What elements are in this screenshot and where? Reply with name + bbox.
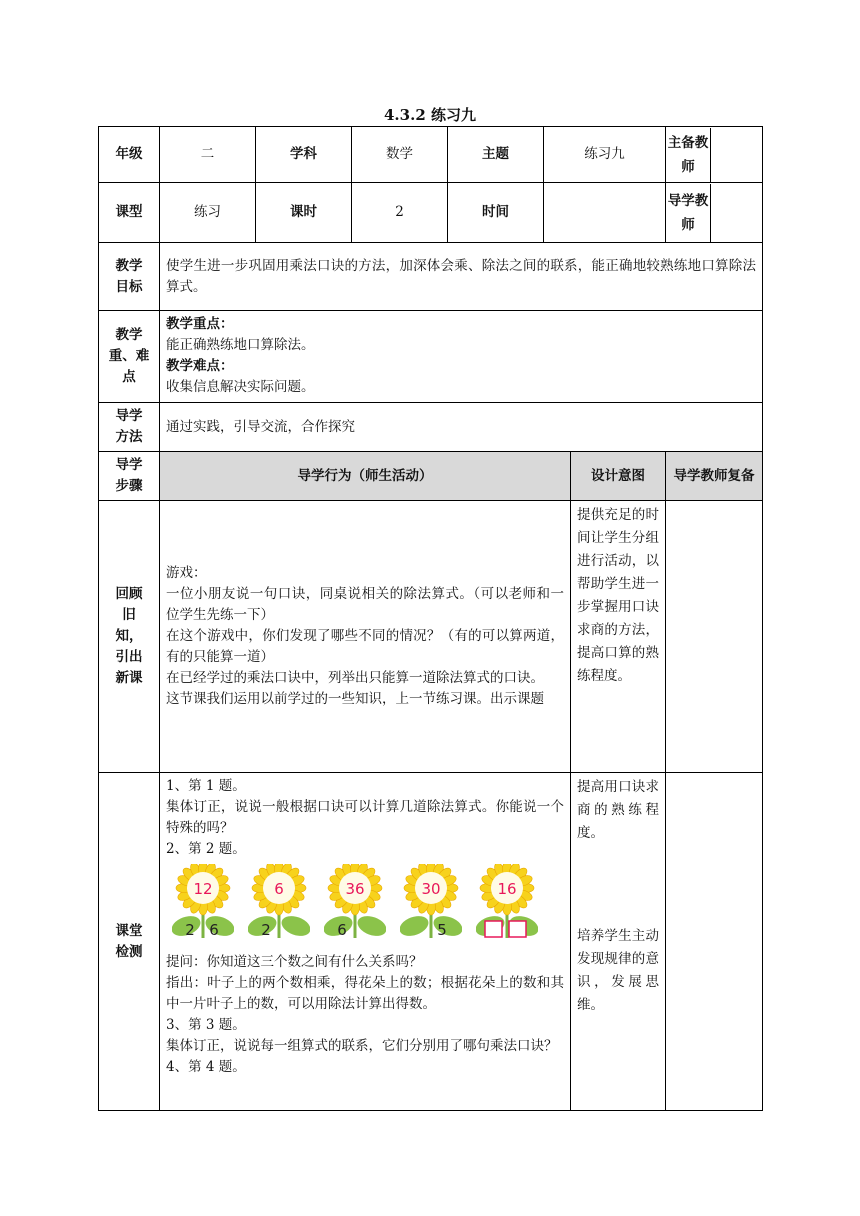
practice-notes	[666, 773, 763, 1111]
review-line: 这节课我们运用以前学过的一些知识，上一节练习课。出示课题	[166, 691, 544, 707]
period-label: 课时	[256, 183, 352, 243]
practice-line: 指出：叶子上的两个数相乘，得花朵上的数；根据花朵上的数和其中一片叶子上的数，可以用除法计算出得数。	[166, 975, 564, 1012]
difficulty-heading: 教学难点：	[166, 358, 234, 374]
steps-header-row	[99, 452, 763, 501]
practice-content	[160, 773, 571, 1111]
sunflower	[172, 864, 234, 944]
lesson-plan-table	[98, 126, 763, 1111]
topic-label: 主题	[448, 127, 544, 183]
method-text: 通过实践，引导交流，合作探究	[160, 403, 763, 452]
key-heading: 教学重点：	[166, 316, 234, 332]
header-row-1	[99, 127, 763, 183]
review-header: 导学教师复备	[666, 452, 763, 501]
lesson-type-label: 课型	[99, 183, 160, 243]
time-label: 时间	[448, 183, 544, 243]
steps-label: 导学步骤	[99, 452, 160, 501]
practice-line: 4、第 4 题。	[166, 1059, 246, 1075]
grade-value: 二	[160, 127, 256, 183]
topic-value: 练习九	[544, 127, 666, 183]
sunflower	[324, 864, 386, 944]
goal-text: 使学生进一步巩固用乘法口诀的方法，加深体会乘、除法之间的联系，能正确地较熟练地口算除法算式。	[160, 243, 763, 311]
lead-teacher-cell	[666, 127, 763, 183]
key-points-label: 教学重、难点	[99, 311, 160, 403]
subject-value: 数学	[352, 127, 448, 183]
answer-box	[485, 921, 502, 937]
guide-teacher-cell	[666, 183, 763, 243]
difficulty-text: 收集信息解决实际问题。	[166, 379, 315, 395]
key-text: 能正确熟练地口算除法。	[166, 337, 315, 353]
practice-intent-1: 提高用口诀求商的熟练程度。	[577, 779, 659, 841]
review-line: 在已经学过的乘法口诀中，列举出只能算一道除法算式的口诀。	[166, 670, 544, 686]
key-points-content	[160, 311, 763, 403]
flower-number: 30	[421, 880, 441, 898]
practice-line: 集体订正，说说一般根据口诀可以计算几道除法算式。你能说一个特殊的吗？	[166, 799, 564, 836]
review-line: 一位小朋友说一句口诀，同桌说相关的除法算式。（可以老师和一位学生先练一下）	[166, 586, 564, 623]
review-notes	[666, 501, 763, 773]
right-leaf-number: 6	[209, 921, 219, 939]
left-leaf-number: 6	[337, 921, 347, 939]
flower-number: 36	[345, 880, 365, 898]
guide-teacher-label: 导学教师	[666, 184, 711, 242]
right-leaf	[355, 912, 386, 939]
sunflower	[476, 864, 538, 944]
practice-line: 集体订正，说说每一组算式的联系，它们分别用了哪句乘法口诀？	[166, 1038, 558, 1054]
period-value: 2	[352, 183, 448, 243]
intent-header: 设计意图	[571, 452, 666, 501]
lead-teacher-value	[711, 128, 762, 182]
right-leaf-number: 5	[437, 921, 447, 939]
practice-line: 2、第 2 题。	[166, 841, 246, 857]
goal-row	[99, 243, 763, 311]
key-points-row	[99, 311, 763, 403]
sunflower	[248, 864, 310, 944]
flower-number: 16	[497, 880, 517, 898]
review-intent: 提供充足的时间让学生分组进行活动，以帮助学生进一步掌握用口诀求商的方法，提高口算的熟练程度。	[571, 501, 666, 773]
subject-label: 学科	[256, 127, 352, 183]
practice-line: 3、第 3 题。	[166, 1017, 246, 1033]
left-leaf-number: 2	[261, 921, 271, 939]
review-label: 回顾旧知，引出新课	[99, 501, 160, 773]
flower-number: 12	[193, 880, 213, 898]
lesson-type-value: 练习	[160, 183, 256, 243]
review-section-row	[99, 501, 763, 773]
practice-line: 提问：你知道这三个数之间有什么关系吗？	[166, 954, 423, 970]
flower-number: 6	[274, 880, 284, 898]
review-content	[160, 501, 571, 773]
review-line: 在这个游戏中，你们发现了哪些不同的情况？（有的可以算两道，有的只能算一道）	[166, 628, 564, 665]
sunflower-exercise	[166, 864, 564, 946]
practice-label: 课堂检测	[99, 773, 160, 1111]
left-leaf-number: 2	[185, 921, 195, 939]
review-line: 游戏：	[166, 565, 207, 581]
activity-header: 导学行为（师生活动）	[160, 452, 571, 501]
method-label: 导学方法	[99, 403, 160, 452]
answer-box	[509, 921, 526, 937]
method-row	[99, 403, 763, 452]
left-leaf	[400, 912, 431, 939]
grade-label: 年级	[99, 127, 160, 183]
lead-teacher-label: 主备教师	[666, 128, 711, 182]
practice-line: 1、第 1 题。	[166, 778, 246, 794]
practice-intent-2: 培养学生主动发现规律的意识，发展思维。	[577, 928, 659, 1013]
guide-teacher-value	[711, 184, 762, 242]
page-title: 4.3.2 练习九	[384, 106, 476, 124]
header-row-2	[99, 183, 763, 243]
right-leaf	[279, 912, 310, 939]
practice-section-row	[99, 773, 763, 1111]
sunflower	[400, 864, 462, 944]
goal-label: 教学目标	[99, 243, 160, 311]
practice-intent	[571, 773, 666, 1111]
time-value	[544, 183, 666, 243]
